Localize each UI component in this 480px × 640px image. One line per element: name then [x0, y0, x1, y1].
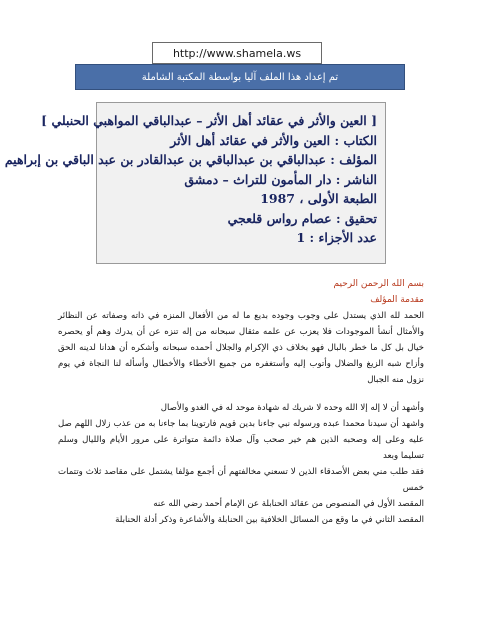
paragraph-first-aim: المقصد الأول في المنصوص من عقائد الحنابلة عن الإمام أحمد رضي الله عنه	[153, 499, 424, 509]
paragraph-shahada: وأشهد أن لا إله إلا الله وحده لا شريك له شهادة موحد له في الغدو والأصال	[160, 403, 424, 413]
paragraph-salawat: واشهد أن سيدنا محمدا عبده ورسوله نبي جاءنا بدين قويم فارتوينا بما جاءنا به من عذب زلال اللهم صل عليه وعلى إله وصحبه الذين هم خير صحب وآل صلاة دائمة متواترة على مرور الأيام والليال وسلم تسليما وبعد	[58, 419, 424, 461]
paragraph-request: فقد طلب مني بعض الأصدقاء الذين لا تسعني مخالفتهم أن أجمع مؤلفا يشتمل على مقاصد ثلاث وتتمات خمس	[58, 467, 424, 493]
parts-count-line: عدد الأجزاء : 1	[296, 230, 377, 245]
paragraph-gap	[58, 388, 424, 400]
intro-heading: مقدمة المؤلف	[370, 295, 424, 305]
edition-line: الطبعة الأولى ، 1987	[260, 191, 377, 206]
source-url[interactable]: http://www.shamela.ws	[152, 42, 322, 64]
book-info-box	[4, 102, 386, 264]
library-banner: تم إعداد هذا الملف آليا بواسطة المكتبة الشاملة	[75, 64, 405, 90]
paragraph-second-aim: المقصد الثاني في ما وقع من المسائل الخلافية بين الحنابلة والأشاعرة وذكر أدلة الحنابلة	[115, 515, 424, 525]
paragraph-praise: الحمد لله الذي يستدل على وجوب وجوده بديع ما له من الأفعال المنزه في ذاته وصفاته عن النظائر والأمثال أنشأ الموجودات فلا يعزب عن علمه مثقال سبحانه من إله تنزه عن أن يدرك وهم أو يحصره خيال بل كل ما خطر بالبال فهو بخلاف ذي الإكرام والجلال أحمده سبحانه وأشكره أن هدانا لدينه الحق وأزاح شبه الزيغ والضلال وأتوب إليه وأستغفره من جميع الأخطاء والأخطال وأسأله لنا النجاة في يوم نزول منه الجبال	[58, 311, 424, 385]
book-name-line: الكتاب : العين والأثر في عقائد أهل الأثر	[170, 132, 377, 148]
editor-line: تحقيق : عصام رواس قلعجي	[227, 210, 377, 226]
body-text	[58, 276, 424, 528]
publisher-line: الناشر : دار المأمون للتراث – دمشق	[184, 171, 377, 187]
basmala: بسم الله الرحمن الرحيم	[333, 279, 424, 289]
book-title-line: [ العين والأثر في عقائد أهل الأثر – عبدالباقي المواهبي الحنبلي ]	[41, 113, 377, 128]
author-line: المؤلف : عبدالباقي بن عبدالباقي بن عبدالقادر بن عبد الباقي بن إبراهيم	[4, 152, 377, 167]
